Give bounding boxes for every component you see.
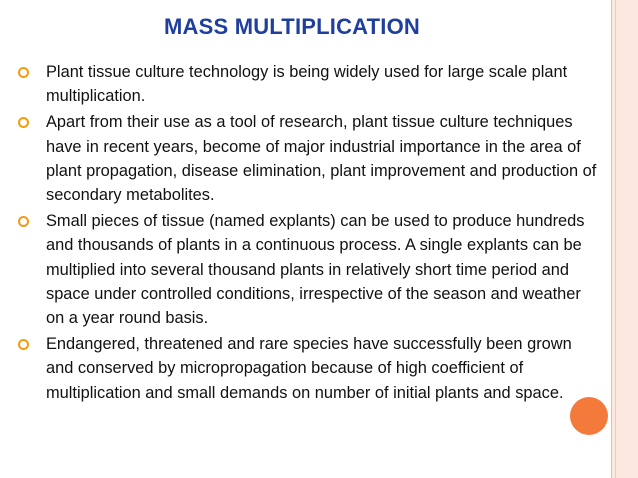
ring-bullet-icon xyxy=(18,67,29,78)
bullet-list xyxy=(16,60,600,407)
decorative-border-line-inner xyxy=(615,0,616,478)
slide-title: MASS MULTIPLICATION xyxy=(164,14,420,39)
decorative-border-line xyxy=(611,0,612,478)
ring-bullet-icon xyxy=(18,339,29,350)
bullet-item xyxy=(16,209,600,330)
bullet-text: Apart from their use as a tool of research, plant tissue culture techniques have in recent years, become of major industrial importance in the area of plant propagation, disease elimination, plant improvement and production of secondary metabolites. xyxy=(46,113,597,205)
bullet-item xyxy=(16,110,600,207)
decorative-orange-circle xyxy=(570,397,608,435)
ring-bullet-icon xyxy=(18,117,29,128)
ring-bullet-icon xyxy=(18,216,29,227)
bullet-item xyxy=(16,332,600,405)
bullet-text: Plant tissue culture technology is being widely used for large scale plant multiplication. xyxy=(46,63,568,106)
bullet-text: Endangered, threatened and rare species have successfully been grown and conserved by micropropagation because of high coefficient of multiplication and small demands on number of initial plants and space. xyxy=(46,335,572,402)
bullet-text: Small pieces of tissue (named explants) can be used to produce hundreds and thousands of plants in a continuous process. A single explants can be multiplied into several thousand plants in relatively short time period and space under controlled conditions, irrespective of the season and weather on a year round basis. xyxy=(46,212,585,328)
bullet-item xyxy=(16,60,600,108)
